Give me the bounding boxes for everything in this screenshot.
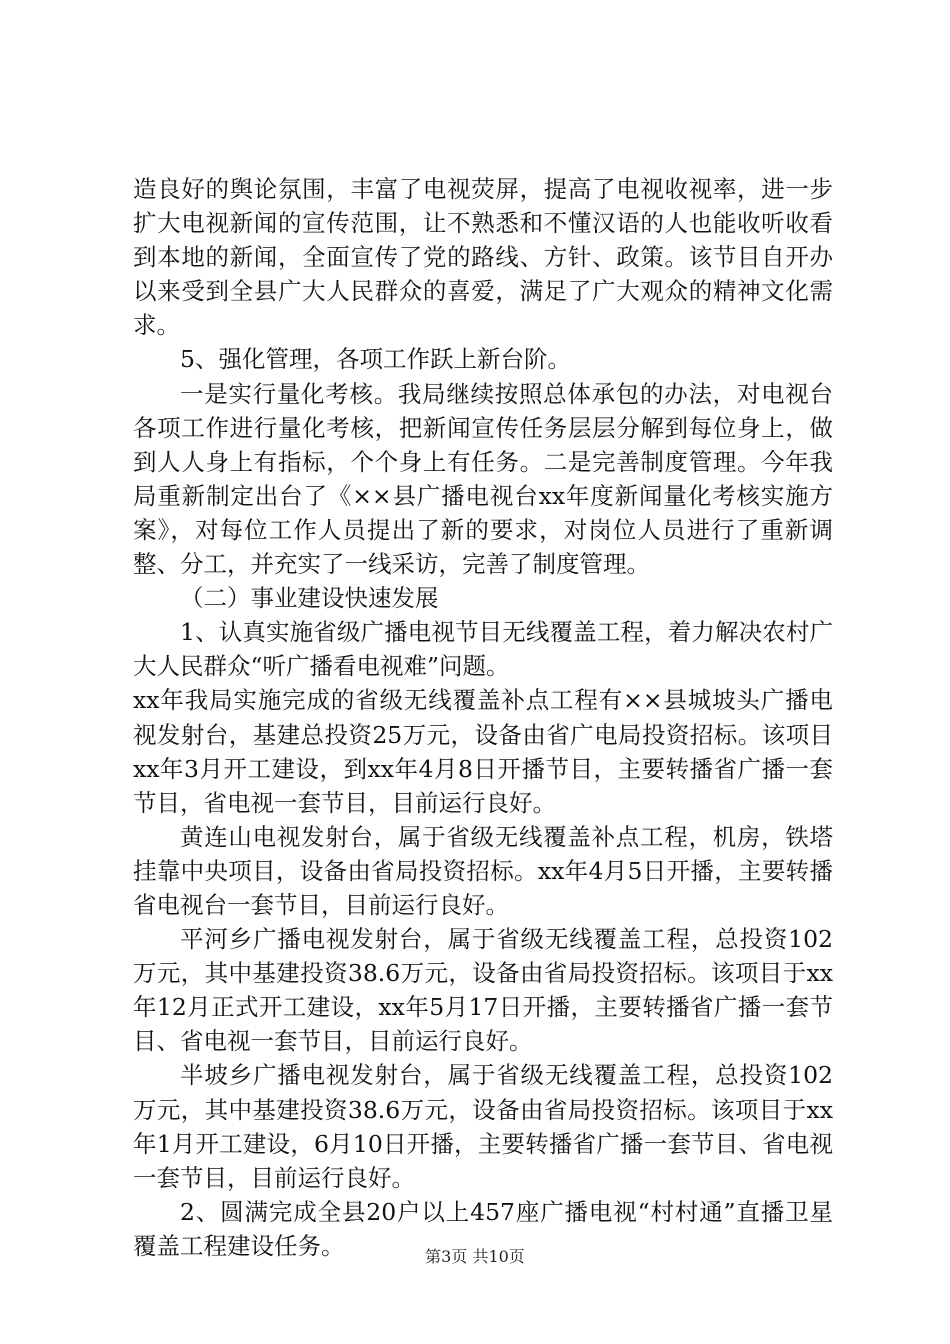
paragraph-1: 造良好的舆论氛围，丰富了电视荧屏，提高了电视收视率，进一步扩大电视新闻的宣传范围，让不熟悉和不懂汉语的人也能收听收看到本地的新闻，全面宣传了党的路线、方针、政策。该节目自开办以来受到全县广大人民群众的喜爱，满足了广大观众的精神文化需求。	[133, 175, 833, 340]
paragraph-5: 1、认真实施省级广播电视节目无线覆盖工程，着力解决农村广大人民群众“听广播看电视难”问题。	[133, 618, 833, 681]
section-heading: （二）事业建设快速发展	[180, 584, 439, 613]
paragraph-7: 黄连山电视发射台，属于省级无线覆盖补点工程，机房，铁塔挂靠中央项目，设备由省局投资招标。xx年4月5日开播，主要转播省电视台一套节目，目前运行良好。	[133, 822, 833, 919]
paragraph-3: 一是实行量化考核。我局继续按照总体承包的办法，对电视台各项工作进行量化考核，把新闻宣传任务层层分解到每位身上，做到人人身上有指标，个个身上有任务。二是完善制度管理。今年我局重新制定出台了《××县广播电视台xx年度新闻量化考核实施方案》，对每位工作人员提出了新的要求，对岗位人员进行了重新调整、分工，并充实了一线采访，完善了制度管理。	[133, 379, 833, 579]
paragraph-8: 平河乡广播电视发射台，属于省级无线覆盖工程，总投资102万元，其中基建投资38.6万元，设备由省局投资招标。该项目于xx年12月正式开工建设，xx年5月17日开播，主要转播省广播一套节目、省电视一套节目，目前运行良好。	[133, 925, 833, 1056]
paragraph-10: 2、圆满完成全县20户以上457座广播电视“村村通”直播卫星覆盖工程建设任务。	[133, 1197, 833, 1260]
paragraph-2: 5、强化管理，各项工作跃上新台阶。	[180, 345, 571, 374]
document-body	[133, 172, 833, 1263]
page-number-footer: 第3页 共10页	[425, 1247, 525, 1266]
paragraph-6: xx年我局实施完成的省级无线覆盖补点工程有××县城坡头广播电视发射台，基建总投资25万元，设备由省广电局投资招标。该项目xx年3月开工建设，到xx年4月8日开播节目，主要转播省广播一套节目，省电视一套节目，目前运行良好。	[133, 686, 833, 817]
paragraph-9: 半坡乡广播电视发射台，属于省级无线覆盖工程，总投资102万元，其中基建投资38.6万元，设备由省局投资招标。该项目于xx年1月开工建设，6月10日开播，主要转播省广播一套节目、省电视一套节目，目前运行良好。	[133, 1061, 833, 1192]
